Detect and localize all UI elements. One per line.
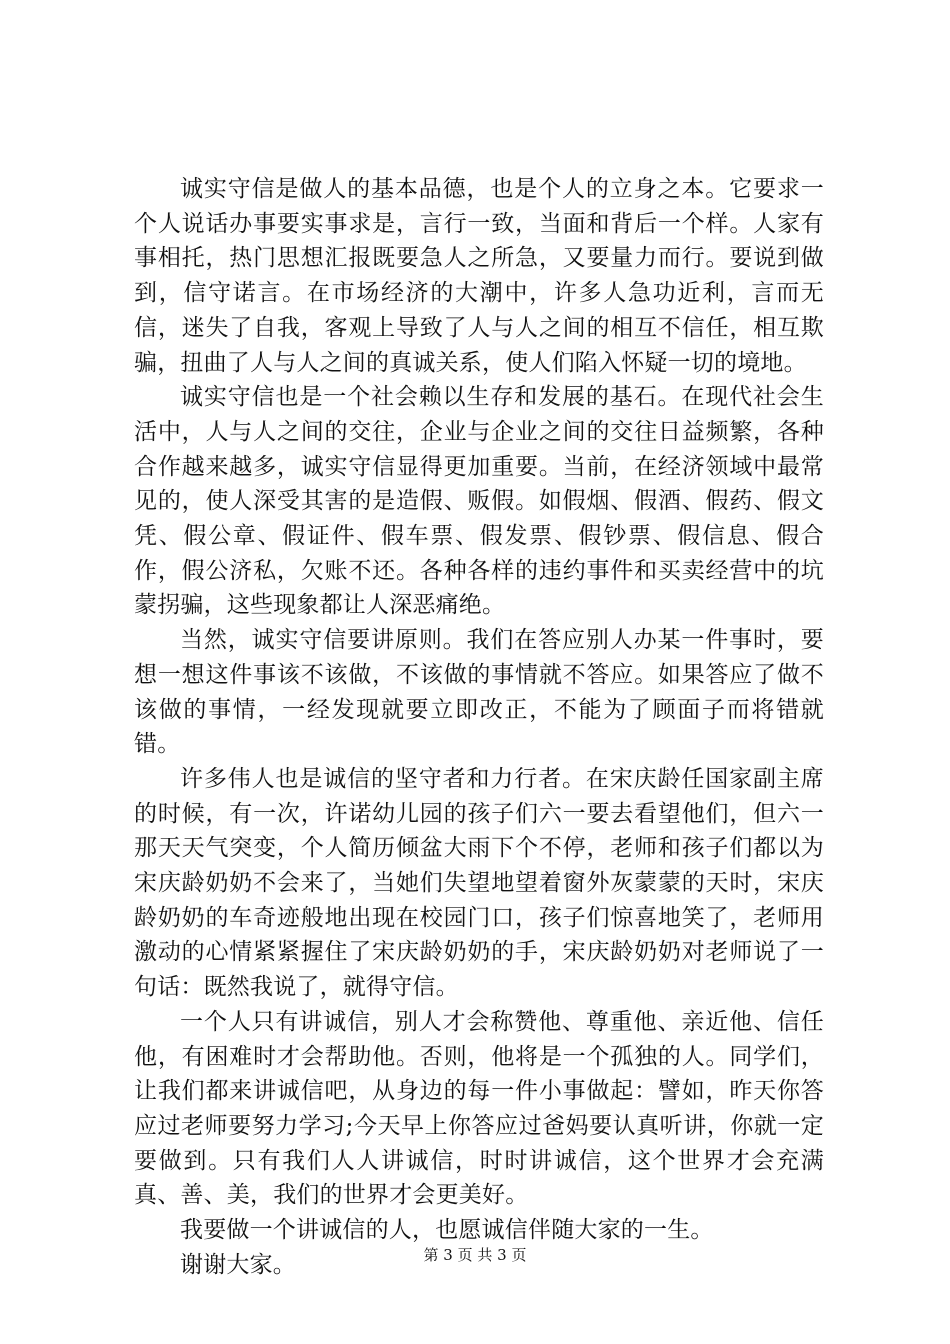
paragraph-1: 诚实守信是做人的基本品德，也是个人的立身之本。它要求一个人说话办事要实事求是，言行一致，当面和背后一个样。人家有事相托，热门思想汇报既要急人之所急，又要量力而行。要说到做到，信守诺言。在市场经济的大潮中，许多人急功近利，言而无信，迷失了自我，客观上导致了人与人之间的相互不信任，相互欺骗，扭曲了人与人之间的真诚关系，使人们陷入怀疑一切的境地。: [134, 176, 824, 376]
paragraph-7: 谢谢大家。: [180, 1251, 296, 1278]
paragraph-2: 诚实守信也是一个社会赖以生存和发展的基石。在现代社会生活中，人与人之间的交往，企业与企业之间的交往日益频繁，各种合作越来越多，诚实守信显得更加重要。当前，在经济领域中最常见的，使人深受其害的是造假、贩假。如假烟、假酒、假药、假文凭、假公章、假证件、假车票、假发票、假钞票、假信息、假合作，假公济私，欠账不还。各种各样的违约事件和买卖经营中的坑蒙拐骗，这些现象都让人深恶痛绝。: [134, 384, 824, 619]
page-footer: 第 3 页 共 3 页: [423, 1246, 527, 1264]
paragraph-6: 我要做一个讲诚信的人，也愿诚信伴随大家的一生。: [180, 1217, 714, 1244]
paragraph-3: 当然，诚实守信要讲原则。我们在答应别人办某一件事时，要想一想这件事该不该做，不该做的事情就不答应。如果答应了做不该做的事情，一经发现就要立即改正，不能为了顾面子而将错就错。: [134, 627, 824, 758]
paragraph-4: 许多伟人也是诚信的坚守者和力行者。在宋庆龄任国家副主席的时候，有一次，许诺幼儿园的孩子们六一要去看望他们，但六一那天天气突变，个人简历倾盆大雨下个不停，老师和孩子们都以为宋庆龄奶奶不会来了，当她们失望地望着窗外灰蒙蒙的天时，宋庆龄奶奶的车奇迹般地出现在校园门口，孩子们惊喜地笑了，老师用激动的心情紧紧握住了宋庆龄奶奶的手，宋庆龄奶奶对老师说了一句话：既然我说了，就得守信。: [134, 765, 824, 1001]
document-body: [134, 172, 824, 1283]
paragraph-5: 一个人只有讲诚信，别人才会称赞他、尊重他、亲近他、信任他，有困难时才会帮助他。否则，他将是一个孤独的人。同学们，让我们都来讲诚信吧，从身边的每一件小事做起：譬如，昨天你答应过老师要努力学习;今天早上你答应过爸妈要认真听讲，你就一定要做到。只有我们人人讲诚信，时时讲诚信，这个世界才会充满真、善、美，我们的世界才会更美好。: [134, 1008, 824, 1209]
